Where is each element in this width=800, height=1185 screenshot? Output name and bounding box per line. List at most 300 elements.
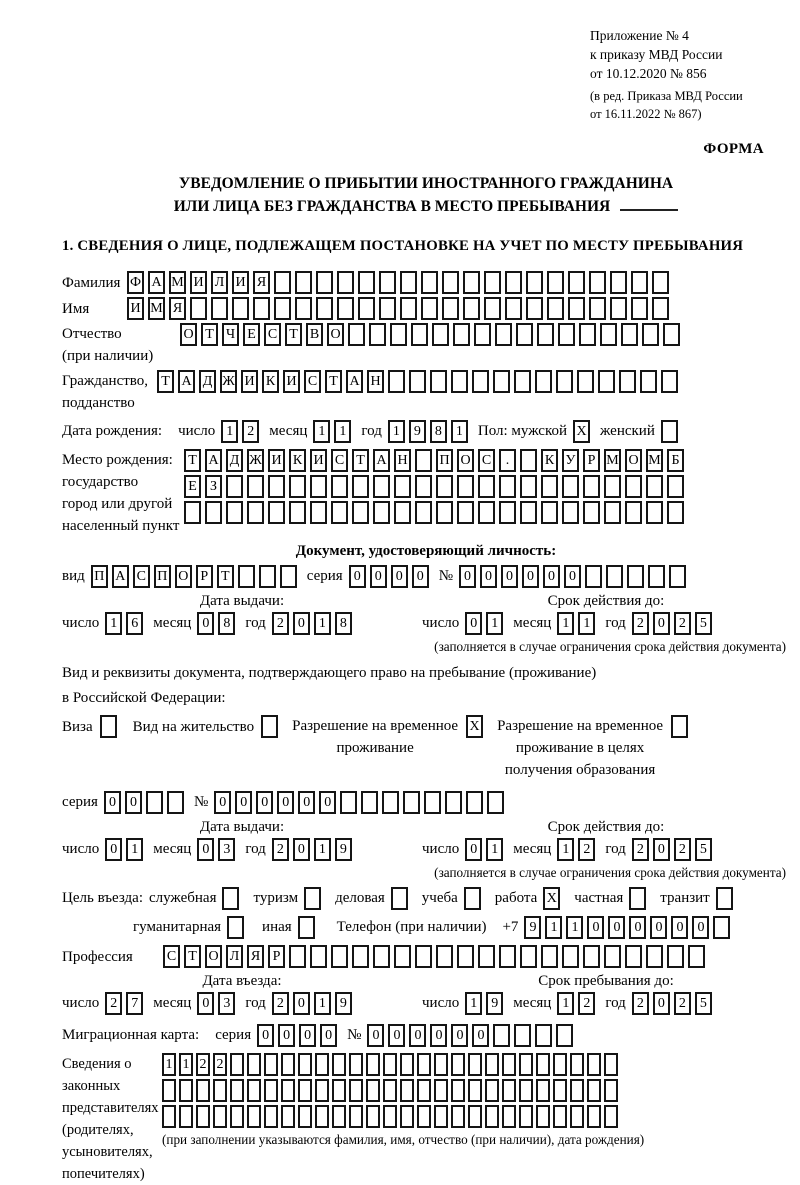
char-box[interactable]: 0: [388, 1024, 405, 1047]
char-box[interactable]: [274, 271, 291, 294]
char-box[interactable]: [352, 501, 369, 524]
purpose-tourism-checkbox[interactable]: [304, 887, 321, 910]
char-box[interactable]: .: [499, 449, 516, 472]
char-box[interactable]: [583, 501, 600, 524]
visa-checkbox[interactable]: [100, 715, 117, 738]
char-box[interactable]: 0: [692, 916, 709, 939]
char-box[interactable]: 6: [126, 612, 143, 635]
char-box[interactable]: 1: [557, 992, 574, 1015]
char-box[interactable]: 0: [257, 1024, 274, 1047]
char-box[interactable]: [349, 1053, 363, 1076]
purpose-work-checkbox[interactable]: [543, 887, 560, 910]
residence-valid-day-boxes[interactable]: [465, 838, 503, 861]
char-box[interactable]: [298, 1053, 312, 1076]
char-box[interactable]: 8: [335, 612, 352, 635]
char-box[interactable]: [424, 791, 441, 814]
char-box[interactable]: [348, 323, 365, 346]
char-box[interactable]: 0: [430, 1024, 447, 1047]
purpose-humanitarian-checkbox[interactable]: [227, 916, 244, 939]
char-box[interactable]: 0: [298, 791, 315, 814]
char-box[interactable]: [536, 1053, 550, 1076]
char-box[interactable]: 0: [650, 916, 667, 939]
char-box[interactable]: Ф: [127, 271, 144, 294]
char-box[interactable]: [516, 323, 533, 346]
char-box[interactable]: [541, 501, 558, 524]
birth-day-boxes[interactable]: [221, 420, 259, 443]
residence-issue-year-boxes[interactable]: [272, 838, 352, 861]
char-box[interactable]: [514, 370, 531, 393]
char-box[interactable]: [663, 323, 680, 346]
char-box[interactable]: [366, 1079, 380, 1102]
birth-place-boxes-row-2[interactable]: [184, 475, 684, 498]
char-box[interactable]: [625, 501, 642, 524]
char-box[interactable]: [417, 1105, 431, 1128]
char-box[interactable]: [457, 475, 474, 498]
char-box[interactable]: 1: [126, 838, 143, 861]
char-box[interactable]: X: [543, 887, 560, 910]
residence-issue-month-boxes[interactable]: [197, 838, 235, 861]
surname-boxes[interactable]: [127, 271, 669, 294]
stay-year-boxes[interactable]: [632, 992, 712, 1015]
char-box[interactable]: 8: [218, 612, 235, 635]
citizenship-boxes[interactable]: [157, 370, 678, 393]
char-box[interactable]: 0: [564, 565, 581, 588]
char-box[interactable]: [280, 565, 297, 588]
char-box[interactable]: Д: [199, 370, 216, 393]
char-box[interactable]: [445, 791, 462, 814]
identity-valid-day-boxes[interactable]: [465, 612, 503, 635]
char-box[interactable]: Т: [285, 323, 302, 346]
char-box[interactable]: [514, 1024, 531, 1047]
char-box[interactable]: М: [604, 449, 621, 472]
char-box[interactable]: А: [205, 449, 222, 472]
char-box[interactable]: [625, 475, 642, 498]
char-box[interactable]: [451, 1079, 465, 1102]
profession-boxes[interactable]: [163, 945, 705, 968]
char-box[interactable]: [316, 297, 333, 320]
char-box[interactable]: 0: [480, 565, 497, 588]
char-box[interactable]: [373, 501, 390, 524]
char-box[interactable]: [451, 370, 468, 393]
char-box[interactable]: [652, 271, 669, 294]
char-box[interactable]: 2: [272, 838, 289, 861]
char-box[interactable]: К: [262, 370, 279, 393]
char-box[interactable]: 0: [522, 565, 539, 588]
char-box[interactable]: [409, 370, 426, 393]
char-box[interactable]: [661, 370, 678, 393]
char-box[interactable]: [457, 945, 474, 968]
char-box[interactable]: [388, 370, 405, 393]
phone-digit-boxes[interactable]: [524, 916, 730, 939]
char-box[interactable]: [648, 565, 665, 588]
char-box[interactable]: 1: [221, 420, 238, 443]
edu-permit-checkbox[interactable]: [671, 715, 688, 738]
identity-issue-month-boxes[interactable]: [197, 612, 235, 635]
char-box[interactable]: [499, 945, 516, 968]
char-box[interactable]: [264, 1105, 278, 1128]
char-box[interactable]: У: [562, 449, 579, 472]
char-box[interactable]: [485, 1105, 499, 1128]
identity-valid-year-boxes[interactable]: [632, 612, 712, 635]
char-box[interactable]: 2: [632, 612, 649, 635]
char-box[interactable]: 0: [235, 791, 252, 814]
char-box[interactable]: [505, 271, 522, 294]
char-box[interactable]: [162, 1079, 176, 1102]
entry-day-boxes[interactable]: [105, 992, 143, 1015]
char-box[interactable]: 9: [486, 992, 503, 1015]
char-box[interactable]: [349, 1105, 363, 1128]
char-box[interactable]: [274, 297, 291, 320]
char-box[interactable]: [604, 945, 621, 968]
char-box[interactable]: [585, 565, 602, 588]
char-box[interactable]: [520, 475, 537, 498]
char-box[interactable]: [230, 1079, 244, 1102]
char-box[interactable]: 2: [272, 612, 289, 635]
char-box[interactable]: И: [268, 449, 285, 472]
char-box[interactable]: [366, 1053, 380, 1076]
char-box[interactable]: 0: [671, 916, 688, 939]
char-box[interactable]: [332, 1105, 346, 1128]
char-box[interactable]: [349, 1079, 363, 1102]
char-box[interactable]: 0: [125, 791, 142, 814]
char-box[interactable]: 0: [412, 565, 429, 588]
char-box[interactable]: 0: [293, 838, 310, 861]
char-box[interactable]: [332, 1079, 346, 1102]
char-box[interactable]: [442, 271, 459, 294]
char-box[interactable]: 0: [197, 992, 214, 1015]
migration-series-boxes[interactable]: [257, 1024, 337, 1047]
char-box[interactable]: [671, 715, 688, 738]
char-box[interactable]: [466, 791, 483, 814]
char-box[interactable]: [453, 323, 470, 346]
char-box[interactable]: [562, 501, 579, 524]
char-box[interactable]: [556, 370, 573, 393]
char-box[interactable]: [495, 323, 512, 346]
char-box[interactable]: [579, 323, 596, 346]
residence-valid-month-boxes[interactable]: [557, 838, 595, 861]
char-box[interactable]: [547, 271, 564, 294]
char-box[interactable]: 2: [105, 992, 122, 1015]
char-box[interactable]: [196, 1079, 210, 1102]
char-box[interactable]: [526, 271, 543, 294]
char-box[interactable]: [669, 565, 686, 588]
char-box[interactable]: 0: [472, 1024, 489, 1047]
char-box[interactable]: [146, 791, 163, 814]
purpose-transit-checkbox[interactable]: [716, 887, 733, 910]
char-box[interactable]: Т: [217, 565, 234, 588]
char-box[interactable]: 1: [486, 838, 503, 861]
char-box[interactable]: [358, 297, 375, 320]
char-box[interactable]: 0: [293, 612, 310, 635]
char-box[interactable]: [340, 791, 357, 814]
char-box[interactable]: [337, 297, 354, 320]
char-box[interactable]: [547, 297, 564, 320]
char-box[interactable]: 1: [486, 612, 503, 635]
representatives-boxes-row-3[interactable]: [162, 1105, 644, 1128]
char-box[interactable]: [535, 370, 552, 393]
char-box[interactable]: [520, 449, 537, 472]
patronymic-boxes[interactable]: [180, 323, 680, 346]
char-box[interactable]: [535, 1024, 552, 1047]
char-box[interactable]: Я: [253, 271, 270, 294]
char-box[interactable]: [281, 1105, 295, 1128]
char-box[interactable]: [537, 323, 554, 346]
char-box[interactable]: [247, 1053, 261, 1076]
char-box[interactable]: 9: [524, 916, 541, 939]
char-box[interactable]: [587, 1105, 601, 1128]
char-box[interactable]: [577, 370, 594, 393]
char-box[interactable]: 0: [653, 612, 670, 635]
birth-month-boxes[interactable]: [313, 420, 351, 443]
char-box[interactable]: [337, 271, 354, 294]
char-box[interactable]: [247, 1079, 261, 1102]
char-box[interactable]: П: [91, 565, 108, 588]
char-box[interactable]: 0: [299, 1024, 316, 1047]
char-box[interactable]: [541, 475, 558, 498]
char-box[interactable]: [184, 501, 201, 524]
char-box[interactable]: 1: [465, 992, 482, 1015]
char-box[interactable]: 2: [196, 1053, 210, 1076]
char-box[interactable]: [502, 1079, 516, 1102]
char-box[interactable]: [570, 1079, 584, 1102]
char-box[interactable]: [562, 475, 579, 498]
char-box[interactable]: Т: [184, 449, 201, 472]
char-box[interactable]: А: [112, 565, 129, 588]
char-box[interactable]: И: [241, 370, 258, 393]
char-box[interactable]: [295, 297, 312, 320]
char-box[interactable]: [316, 271, 333, 294]
char-box[interactable]: [442, 297, 459, 320]
char-box[interactable]: 0: [319, 791, 336, 814]
char-box[interactable]: [589, 271, 606, 294]
char-box[interactable]: [436, 501, 453, 524]
char-box[interactable]: [162, 1105, 176, 1128]
char-box[interactable]: [484, 297, 501, 320]
char-box[interactable]: 0: [197, 838, 214, 861]
char-box[interactable]: [468, 1053, 482, 1076]
char-box[interactable]: 1: [314, 612, 331, 635]
purpose-private-checkbox[interactable]: [629, 887, 646, 910]
char-box[interactable]: [541, 945, 558, 968]
char-box[interactable]: 7: [126, 992, 143, 1015]
char-box[interactable]: 0: [629, 916, 646, 939]
char-box[interactable]: [713, 916, 730, 939]
char-box[interactable]: [642, 323, 659, 346]
char-box[interactable]: [373, 945, 390, 968]
char-box[interactable]: [646, 945, 663, 968]
char-box[interactable]: [415, 475, 432, 498]
char-box[interactable]: [652, 297, 669, 320]
char-box[interactable]: [604, 501, 621, 524]
char-box[interactable]: 0: [278, 1024, 295, 1047]
char-box[interactable]: [646, 475, 663, 498]
char-box[interactable]: Ч: [222, 323, 239, 346]
char-box[interactable]: [627, 565, 644, 588]
char-box[interactable]: [610, 297, 627, 320]
char-box[interactable]: 3: [218, 992, 235, 1015]
char-box[interactable]: А: [346, 370, 363, 393]
char-box[interactable]: [661, 420, 678, 443]
char-box[interactable]: [570, 1105, 584, 1128]
char-box[interactable]: [457, 501, 474, 524]
char-box[interactable]: [587, 1079, 601, 1102]
char-box[interactable]: [520, 501, 537, 524]
char-box[interactable]: В: [306, 323, 323, 346]
char-box[interactable]: [361, 791, 378, 814]
char-box[interactable]: [331, 945, 348, 968]
char-box[interactable]: [502, 1053, 516, 1076]
char-box[interactable]: А: [373, 449, 390, 472]
char-box[interactable]: [631, 271, 648, 294]
char-box[interactable]: 0: [349, 565, 366, 588]
char-box[interactable]: [211, 297, 228, 320]
char-box[interactable]: [485, 1079, 499, 1102]
char-box[interactable]: [629, 887, 646, 910]
char-box[interactable]: [400, 1053, 414, 1076]
char-box[interactable]: 0: [105, 838, 122, 861]
char-box[interactable]: П: [436, 449, 453, 472]
char-box[interactable]: 0: [367, 1024, 384, 1047]
char-box[interactable]: 1: [314, 992, 331, 1015]
char-box[interactable]: [493, 370, 510, 393]
char-box[interactable]: [196, 1105, 210, 1128]
char-box[interactable]: 2: [674, 612, 691, 635]
char-box[interactable]: [230, 1053, 244, 1076]
char-box[interactable]: [434, 1079, 448, 1102]
char-box[interactable]: [478, 945, 495, 968]
char-box[interactable]: [415, 501, 432, 524]
char-box[interactable]: [295, 271, 312, 294]
char-box[interactable]: [583, 475, 600, 498]
char-box[interactable]: 0: [391, 565, 408, 588]
char-box[interactable]: [587, 1053, 601, 1076]
residence-issue-day-boxes[interactable]: [105, 838, 143, 861]
char-box[interactable]: И: [283, 370, 300, 393]
char-box[interactable]: 0: [214, 791, 231, 814]
char-box[interactable]: Р: [196, 565, 213, 588]
char-box[interactable]: [646, 501, 663, 524]
char-box[interactable]: [383, 1079, 397, 1102]
char-box[interactable]: О: [327, 323, 344, 346]
char-box[interactable]: 0: [465, 838, 482, 861]
char-box[interactable]: [352, 475, 369, 498]
char-box[interactable]: Е: [184, 475, 201, 498]
char-box[interactable]: [667, 945, 684, 968]
char-box[interactable]: [315, 1079, 329, 1102]
char-box[interactable]: [331, 501, 348, 524]
char-box[interactable]: [493, 1024, 510, 1047]
char-box[interactable]: [403, 791, 420, 814]
char-box[interactable]: С: [264, 323, 281, 346]
char-box[interactable]: [570, 1053, 584, 1076]
char-box[interactable]: 1: [105, 612, 122, 635]
char-box[interactable]: [468, 1079, 482, 1102]
char-box[interactable]: [310, 475, 327, 498]
char-box[interactable]: [621, 323, 638, 346]
char-box[interactable]: М: [169, 271, 186, 294]
char-box[interactable]: [464, 887, 481, 910]
char-box[interactable]: [415, 945, 432, 968]
char-box[interactable]: X: [466, 715, 483, 738]
char-box[interactable]: [526, 297, 543, 320]
char-box[interactable]: [436, 945, 453, 968]
char-box[interactable]: [499, 501, 516, 524]
char-box[interactable]: 9: [409, 420, 426, 443]
char-box[interactable]: [226, 475, 243, 498]
char-box[interactable]: [400, 271, 417, 294]
char-box[interactable]: 0: [465, 612, 482, 635]
char-box[interactable]: [281, 1053, 295, 1076]
char-box[interactable]: [383, 1053, 397, 1076]
representatives-boxes-row-1[interactable]: [162, 1053, 644, 1076]
char-box[interactable]: 5: [695, 992, 712, 1015]
char-box[interactable]: [463, 271, 480, 294]
char-box[interactable]: [625, 945, 642, 968]
migration-number-boxes[interactable]: [367, 1024, 573, 1047]
char-box[interactable]: 2: [272, 992, 289, 1015]
char-box[interactable]: [688, 945, 705, 968]
char-box[interactable]: [485, 1053, 499, 1076]
char-box[interactable]: [451, 1105, 465, 1128]
char-box[interactable]: [190, 297, 207, 320]
char-box[interactable]: [484, 271, 501, 294]
char-box[interactable]: [358, 271, 375, 294]
char-box[interactable]: А: [148, 271, 165, 294]
char-box[interactable]: 0: [653, 992, 670, 1015]
char-box[interactable]: [289, 501, 306, 524]
char-box[interactable]: [536, 1079, 550, 1102]
char-box[interactable]: К: [289, 449, 306, 472]
char-box[interactable]: [417, 1079, 431, 1102]
char-box[interactable]: 2: [213, 1053, 227, 1076]
char-box[interactable]: 1: [557, 612, 574, 635]
char-box[interactable]: Н: [367, 370, 384, 393]
entry-year-boxes[interactable]: [272, 992, 352, 1015]
char-box[interactable]: Р: [583, 449, 600, 472]
char-box[interactable]: 1: [545, 916, 562, 939]
purpose-business-checkbox[interactable]: [391, 887, 408, 910]
char-box[interactable]: О: [180, 323, 197, 346]
char-box[interactable]: М: [646, 449, 663, 472]
char-box[interactable]: [247, 1105, 261, 1128]
char-box[interactable]: [222, 887, 239, 910]
char-box[interactable]: 0: [256, 791, 273, 814]
birth-place-boxes-row-1[interactable]: [184, 449, 684, 472]
char-box[interactable]: [562, 945, 579, 968]
char-box[interactable]: [519, 1105, 533, 1128]
char-box[interactable]: [213, 1079, 227, 1102]
char-box[interactable]: [298, 916, 315, 939]
char-box[interactable]: 0: [370, 565, 387, 588]
char-box[interactable]: И: [310, 449, 327, 472]
char-box[interactable]: С: [331, 449, 348, 472]
sex-male-checkbox[interactable]: [573, 420, 590, 443]
char-box[interactable]: [421, 271, 438, 294]
char-box[interactable]: 9: [335, 992, 352, 1015]
char-box[interactable]: [463, 297, 480, 320]
char-box[interactable]: 1: [451, 420, 468, 443]
char-box[interactable]: [331, 475, 348, 498]
char-box[interactable]: [553, 1079, 567, 1102]
char-box[interactable]: Т: [352, 449, 369, 472]
residence-series-boxes[interactable]: [104, 791, 184, 814]
char-box[interactable]: Я: [247, 945, 264, 968]
char-box[interactable]: [264, 1079, 278, 1102]
purpose-official-checkbox[interactable]: [222, 887, 239, 910]
identity-number-boxes[interactable]: [459, 565, 686, 588]
char-box[interactable]: [598, 370, 615, 393]
char-box[interactable]: Т: [201, 323, 218, 346]
